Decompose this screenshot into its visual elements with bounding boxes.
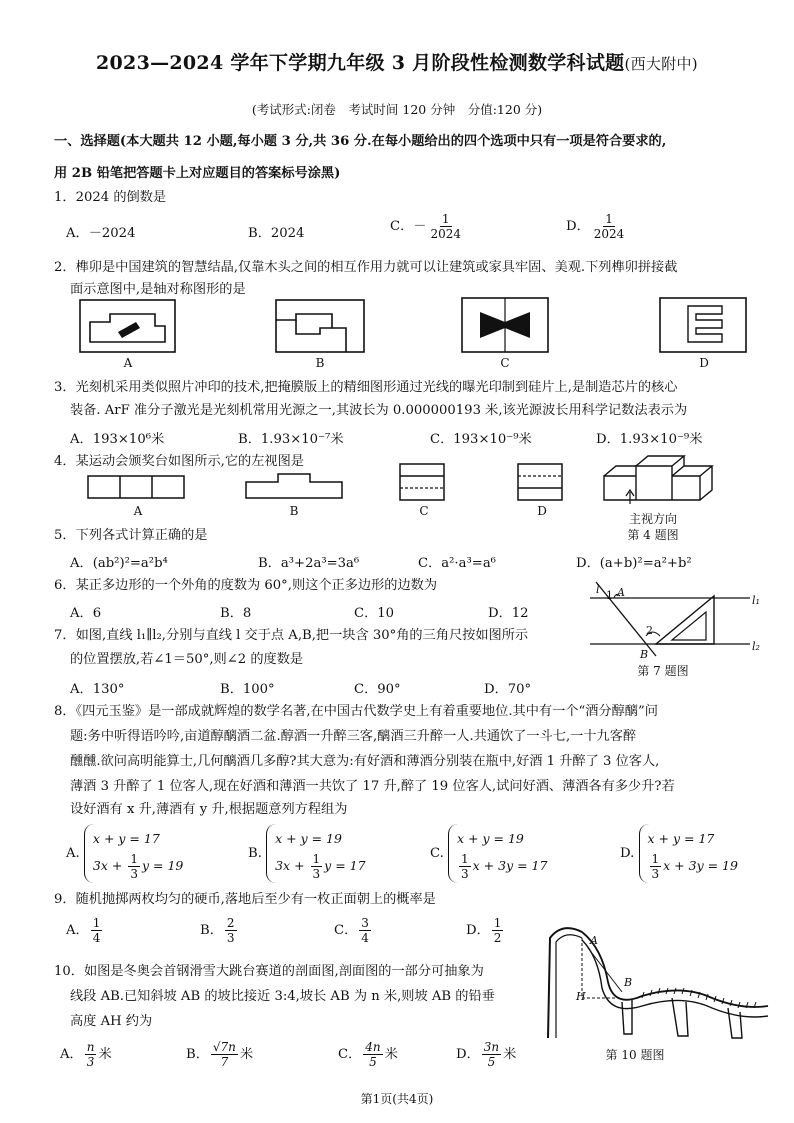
q6-stem: 6．某正多边形的一个外角的度数为 60°,则这个正多边形的边数为 [54,578,438,593]
q4-label-d: D [537,504,547,518]
q2-figure-d [660,298,750,354]
q7-option-d: D．70° [484,682,532,697]
q2-label-c: C [500,356,510,370]
q1-option-c: C．－ $\frac{1}{2024}$ [390,212,462,241]
q6-option-a: A．6 [70,606,102,621]
q4-figure-c [400,464,448,504]
q3-line1: 3．光刻机采用类似照片冲印的技术,把掩膜版上的精细图形通过光线的曝光印制到硅片上,是制造芯片的核心 [54,380,678,395]
q7-figure [590,580,760,660]
q3-option-a: A．193×10⁶米 [70,432,165,447]
q4-figure-a [88,476,188,502]
q2-line2: 面示意图中,是轴对称图形的是 [70,282,246,297]
q3-option-c: C．193×10⁻⁹米 [430,432,532,447]
q6-option-c: C．10 [354,606,395,621]
q2-figure-a [80,300,180,356]
q3-option-d: D．1.93×10⁻⁹米 [596,432,703,447]
q1-stem: 1．2024 的倒数是 [54,190,167,205]
q3-line2: 装备. ArF 准分子激光是光刻机常用光源之一,其波长为 0.000000193 米,该光源波长用科学记数法表示为 [70,403,688,418]
q9-option-c: C． $\frac{3}{4}$ [334,916,369,945]
section-heading-line2: 用 2B 铅笔把答题卡上对应题目的答案标号涂黑) [54,166,341,181]
q1-option-b: B．2024 [248,226,305,241]
q7-line2: 的位置摆放,若∠1＝50°,则∠2 的度数是 [70,652,304,667]
q4-figure-b [246,472,346,502]
q2-line1: 2．榫卯是中国建筑的智慧结晶,仅靠木头之间的相互作用力就可以让建筑或家具牢固、美观.下列榫卯拼接截 [54,260,678,275]
q8-option-c: C. x + y = 19 $\frac{1}{3}$ x + 3y = 17 [430,824,551,883]
q4-podium-figure [600,448,716,508]
q6-option-d: D．12 [488,606,529,621]
q5-option-d: D．(a+b)²=a²+b² [576,556,692,571]
q8-line2: 题:务中听得语吟吟,亩道醇醨酒二盆.醇酒一升醉三客,醨酒三升醉一人.共通饮了一斗七,一十九客醉 [70,729,637,744]
q2-figure-c [462,298,552,354]
q4-label-b: B [289,504,299,518]
q1-option-d: D． $\frac{1}{2024}$ [566,212,625,241]
q9-stem: 9．随机抛掷两枚均匀的硬币,落地后至少有一枚正面朝上的概率是 [54,892,436,907]
page-title [0,48,794,75]
q7-label-l: l [596,583,600,596]
q10-line1: 10．如图是冬奥会首钢滑雪大跳台赛道的剖面图,剖面图的一部分可抽象为 [54,964,484,979]
q9-option-b: B． $\frac{2}{3}$ [200,916,235,945]
section-heading-line1: 一、选择题(本大题共 12 小题,每小题 3 分,共 36 分.在每小题给出的四个选项中只有一项是符合要求的, [54,134,667,149]
title-text: 2023—2024 学年下学期九年级 3 月阶段性检测数学科试题 [96,52,625,74]
q5-stem: 5．下列各式计算正确的是 [54,528,208,543]
q2-figure-b [276,300,368,356]
q10-line3: 高度 AH 约为 [70,1014,153,1029]
q7-line1: 7．如图,直线 l₁∥l₂,分别与直线 l 交于点 A,B,把一块含 30°角的三角尺按如图所示 [54,628,529,643]
q10-ski-jump-figure [532,918,772,1040]
q7-option-c: C．90° [354,682,401,697]
q2-label-d: D [699,356,709,370]
q10-option-c: C． $\frac{4n}{5}$ 米 [338,1040,398,1069]
q10-option-b: B． $\frac{√7n}{7}$ 米 [186,1040,254,1069]
q4-view-direction: 主视方向 [628,512,677,526]
q7-label-angle2: 2 [646,624,653,637]
q7-label-l1: l₁ [752,594,760,607]
q4-fig-caption: 第 4 题图 [627,528,679,542]
q3-option-b: B．1.93×10⁻⁷米 [238,432,344,447]
q7-label-a: A [617,586,625,599]
page-number: 第1页(共4页) [360,1092,434,1106]
q5-option-c: C．a²·a³=a⁶ [418,556,496,571]
q7-fig-caption: 第 7 题图 [637,664,689,678]
q8-line4: 薄酒 3 升醉了 1 位客人,现在好酒和薄酒一共饮了 17 升,醉了 19 位客人,试问好酒、薄酒各有多少升?若 [70,779,675,794]
q4-stem: 4．某运动会颁奖台如图所示,它的左视图是 [54,454,304,469]
q9-option-d: D． $\frac{1}{2}$ [466,916,502,945]
q10-label-h: H [576,990,586,1003]
q10-line2: 线段 AB.已知斜坡 AB 的坡比接近 3:4,坡长 AB 为 n 米,则坡 AB 的铅垂 [70,989,495,1004]
exam-info: (考试形式:闭卷 考试时间 120 分钟 分值:120 分) [251,102,543,117]
q5-option-b: B．a³+2a³=3a⁶ [258,556,360,571]
q4-figure-d [518,464,566,504]
q8-option-b: B. x + y = 19 3x + $\frac{1}{3}$ y = 17 [248,824,370,883]
q10-label-a: A [590,934,598,947]
q4-label-c: C [419,504,429,518]
q6-option-b: B．8 [220,606,252,621]
q9-option-a: A． $\frac{1}{4}$ [66,916,101,945]
q4-label-a: A [133,504,143,518]
q5-option-a: A．(ab²)²=a²b⁴ [70,556,168,571]
q8-line3: 醺醺.欲问高明能算士,几何醨酒几多醇?其大意为:有好酒和薄酒分别装在瓶中,好酒 1 升醉了 3 位客人, [70,754,660,769]
q8-option-a: A. x + y = 17 3x + $\frac{1}{3}$ y = 19 [66,824,187,883]
q7-label-angle1: 1 [606,589,613,602]
q2-label-a: A [123,356,133,370]
q1-option-a: A．－2024 [66,226,136,241]
q7-option-a: A．130° [70,682,125,697]
q8-line5: 设好酒有 x 升,薄酒有 y 升,根据题意列方程组为 [70,802,348,817]
school-tag: (西大附中) [624,55,698,73]
q8-line1: 8．《四元玉鉴》是一部成就辉煌的数学名著,在中国古代数学史上有着重要地位.其中有一个“酒分醇醨”问 [54,704,658,719]
q10-fig-caption: 第 10 题图 [605,1048,665,1062]
q10-label-b: B [624,976,633,989]
q10-option-a: A． $\frac{n}{3}$ 米 [60,1040,112,1069]
q7-label-b: B [640,648,649,661]
q10-option-d: D． $\frac{3n}{5}$ 米 [456,1040,517,1069]
q7-label-l2: l₂ [752,640,760,653]
q7-option-b: B．100° [220,682,275,697]
q8-option-d: D. x + y = 17 $\frac{1}{3}$ x + 3y = 19 [620,824,742,883]
q2-label-b: B [315,356,325,370]
